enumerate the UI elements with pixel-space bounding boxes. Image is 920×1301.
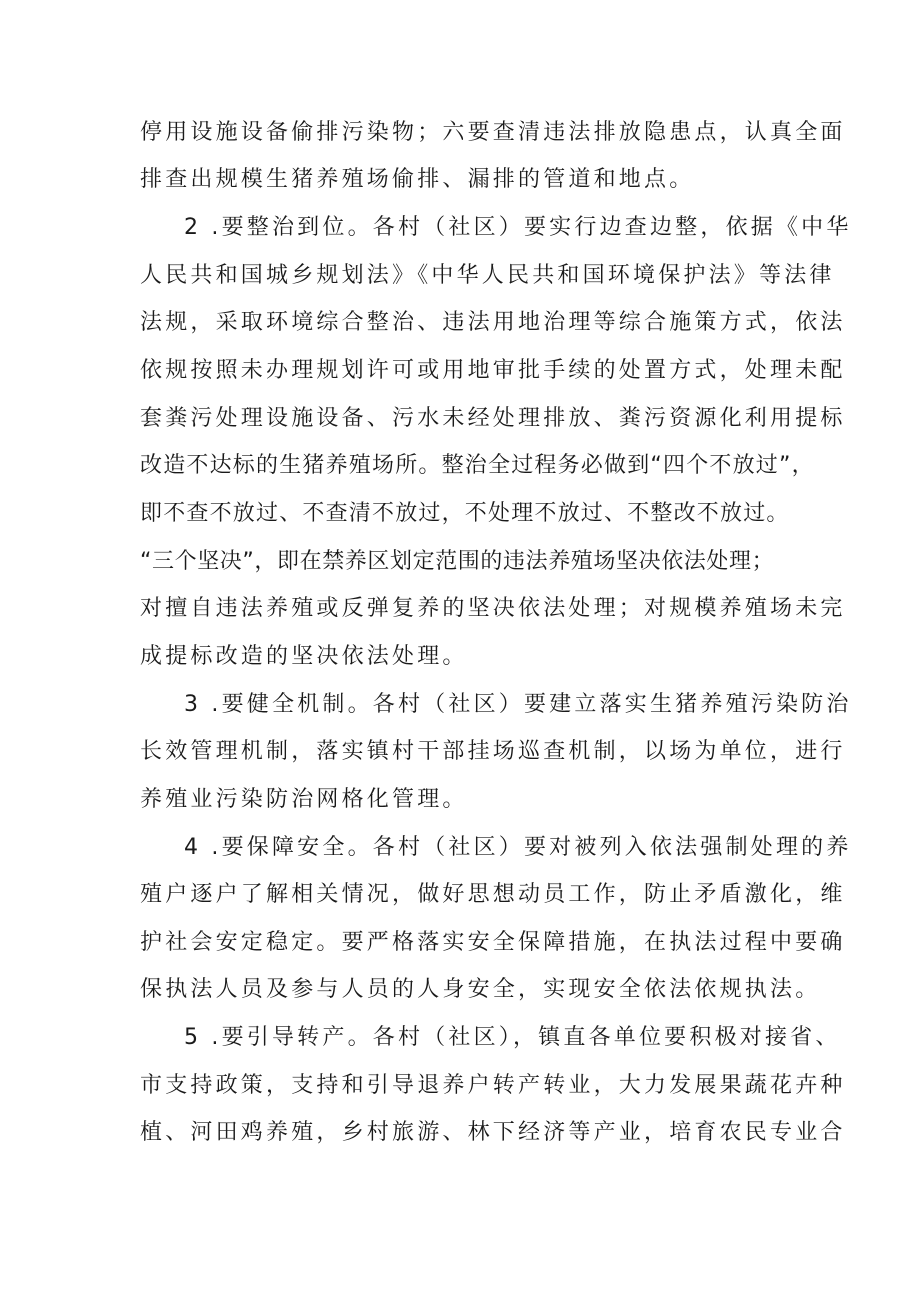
text-line: 护社会安定稳定。要严格落实安全保障措施，在执法过程中要确 bbox=[140, 930, 846, 955]
paragraph-3-heading-line: 3 .要健全机制。各村（社区）要建立落实生猪养殖污染防治 bbox=[184, 692, 852, 717]
text-line: 对擅自违法养殖或反弹复养的坚决依法处理；对规模养殖场未完 bbox=[140, 596, 846, 621]
text-line: 长效管理机制，落实镇村干部挂场巡查机制，以场为单位，进行 bbox=[140, 739, 846, 764]
text-line: “三个坚决”，即在禁养区划定范围的违法养殖场坚决依法处理； bbox=[140, 549, 775, 574]
text-line: 殖户逐户了解相关情况，做好思想动员工作，防止矛盾激化，维 bbox=[140, 882, 846, 907]
paragraph-2-heading-line: 2 .要整治到位。各村（社区）要实行边查边整，依据《中华 bbox=[184, 215, 852, 240]
text-line: 套粪污处理设施设备、污水未经处理排放、粪污资源化利用提标 bbox=[140, 406, 846, 431]
text-line: 植、河田鸡养殖，乡村旅游、林下经济等产业，培育农民专业合 bbox=[140, 1120, 846, 1145]
text-line: 改造不达标的生猪养殖场所。整治全过程务必做到“四个不放过”， bbox=[140, 453, 815, 478]
text-line: 人民共和国城乡规划法》《中华人民共和国环境保护法》等法律 bbox=[140, 263, 835, 288]
text-line: 保执法人员及参与人员的人身安全，实现安全依法依规执法。 bbox=[140, 977, 821, 1002]
text-line: 成提标改造的坚决依法处理。 bbox=[140, 644, 468, 669]
text-line: 停用设施设备偷排污染物；六要查清违法排放隐患点，认真全面 bbox=[140, 120, 846, 145]
text-line: 养殖业污染防治网格化管理。 bbox=[140, 787, 468, 812]
text-line: 即不查不放过、不查清不放过，不处理不放过、不整改不放过。 bbox=[140, 501, 790, 526]
text-line: 依规按照未办理规划许可或用地审批手续的处置方式，处理未配 bbox=[140, 358, 846, 383]
text-line: 排查出规模生猪养殖场偷排、漏排的管道和地点。 bbox=[140, 167, 695, 192]
text-line: 法规，采取环境综合整治、违法用地治理等综合施策方式，依法 bbox=[140, 310, 846, 335]
paragraph-4-heading-line: 4 .要保障安全。各村（社区）要对被列入依法强制处理的养 bbox=[184, 835, 852, 860]
text-line: 市支持政策，支持和引导退养户转产转业，大力发展果蔬花卉种 bbox=[140, 1073, 846, 1098]
paragraph-5-heading-line: 5 .要引导转产。各村（社区），镇直各单位要积极对接省、 bbox=[184, 1025, 841, 1050]
